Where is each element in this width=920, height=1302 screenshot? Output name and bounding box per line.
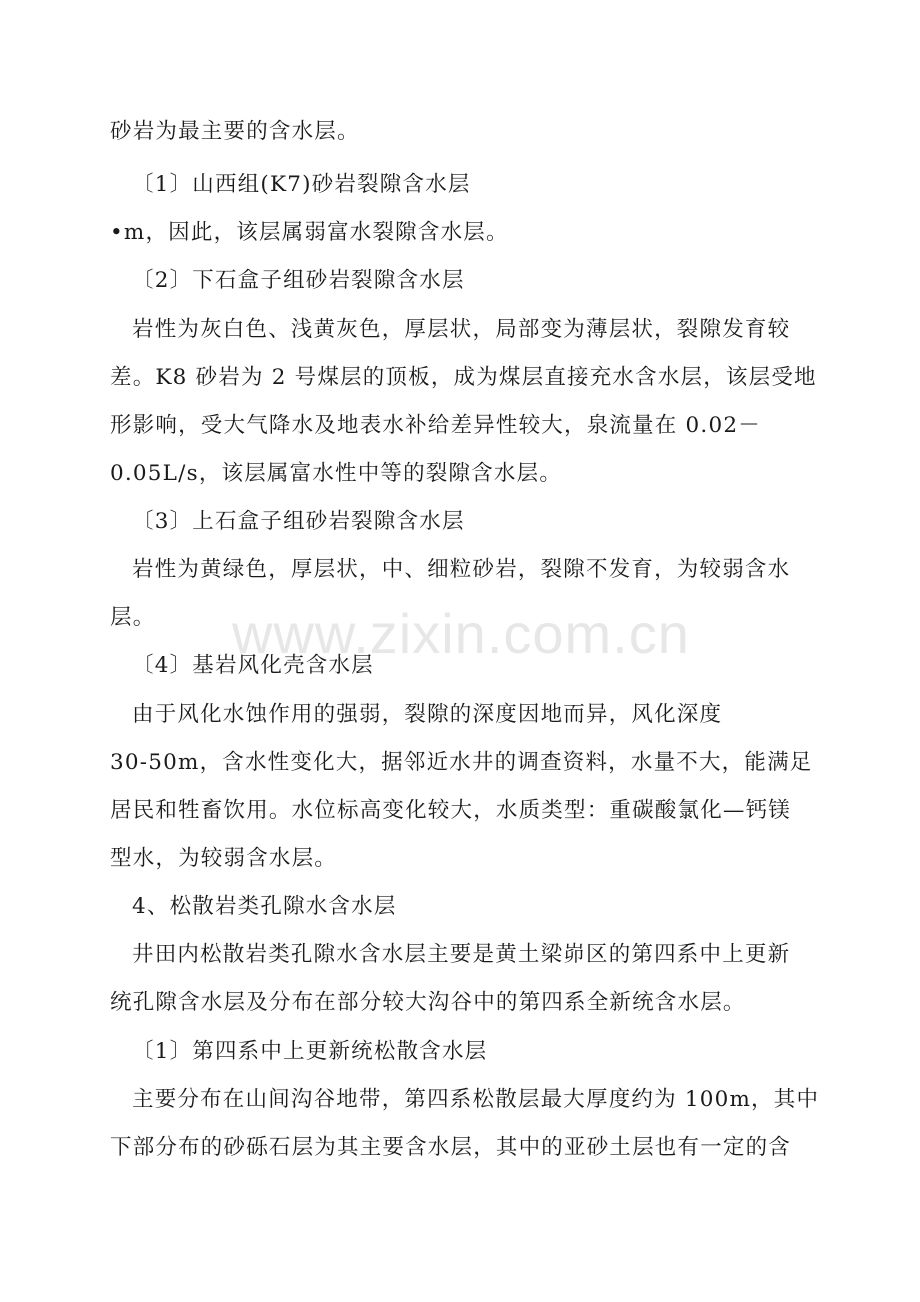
watermark: www.zixin.com.cn [232, 602, 690, 665]
text-line: 30-50m，含水性变化大，据邻近水井的调查资料，水量不大，能满足 [110, 750, 813, 775]
section-heading: 〔1〕第四系中上更新统松散含水层 [132, 1039, 488, 1064]
text-line: 统孔隙含水层及分布在部分较大沟谷中的第四系全新统含水层。 [110, 990, 746, 1015]
text-line: 主要分布在山间沟谷地带，第四系松散层最大厚度约为 100m，其中 [132, 1087, 820, 1112]
text-line: 居民和牲畜饮用。水位标高变化较大，水质类型：重碳酸氯化—钙镁 [110, 798, 792, 823]
section-heading: 〔4〕基岩风化壳含水层 [132, 653, 374, 678]
text-line: 砂岩为最主要的含水层。 [110, 119, 360, 144]
section-heading: 4、松散岩类孔隙水含水层 [132, 894, 397, 919]
text-line: 层。 [110, 605, 156, 630]
section-heading: 〔1〕山西组(K7)砂岩裂隙含水层 [132, 172, 471, 197]
section-heading: 〔3〕上石盒子组砂岩裂隙含水层 [132, 509, 465, 534]
text-line: 0.05L/s，该层属富水性中等的裂隙含水层。 [110, 461, 563, 486]
text-line: 由于风化水蚀作用的强弱，裂隙的深度因地而异，风化深度 [132, 702, 723, 727]
text-line: 岩性为灰白色、浅黄灰色，厚层状，局部变为薄层状，裂隙发育较 [132, 317, 791, 342]
text-line: 岩性为黄绿色，厚层状，中、细粒砂岩，裂隙不发育，为较弱含水 [132, 557, 791, 582]
text-line: 形影响，受大气降水及地表水补给差异性较大，泉流量在 0.02－ [110, 413, 761, 438]
text-line: 下部分布的砂砾石层为其主要含水层，其中的亚砂土层也有一定的含 [110, 1135, 792, 1160]
text-line: •m，因此，该层属弱富水裂隙含水层。 [110, 220, 509, 245]
text-line: 型水，为较弱含水层。 [110, 846, 338, 871]
section-heading: 〔2〕下石盒子组砂岩裂隙含水层 [132, 268, 465, 293]
text-line: 井田内松散岩类孔隙水含水层主要是黄土梁峁区的第四系中上更新 [132, 942, 791, 967]
text-line: 差。K8 砂岩为 2 号煤层的顶板，成为煤层直接充水含水层，该层受地 [110, 365, 817, 390]
